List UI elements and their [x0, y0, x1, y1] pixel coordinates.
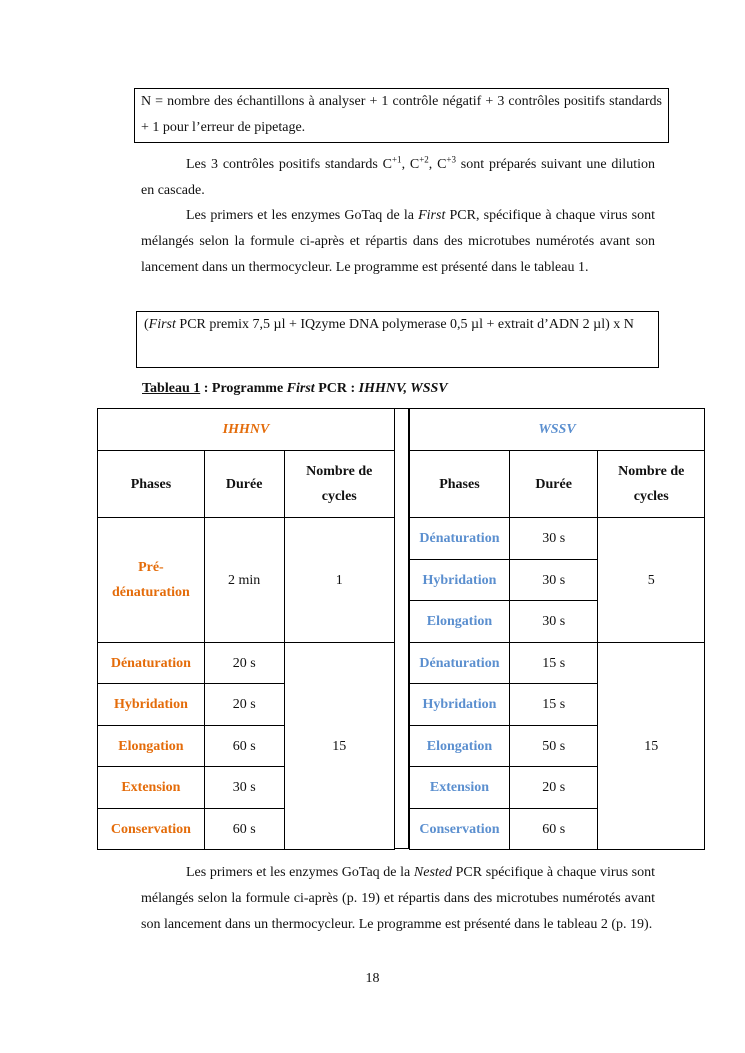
- phase-cell: Extension: [98, 767, 205, 809]
- paragraph-nested-pcr: Les primers et les enzymes GoTaq de la Nested PCR spécifique à chaque virus sont mélangés selon la formule ci-après (p. 19) et répartis dans des microtubes numérotés avant son lancement dans un thermocycleur. Le programme est présenté dans le tableau 2 (p. 19).: [141, 865, 655, 932]
- phase-cell: Hybridation: [410, 684, 510, 726]
- duree-cell: 30 s: [509, 560, 598, 601]
- cycles-cell: 15: [598, 643, 705, 850]
- duree-cell: 50 s: [509, 726, 598, 767]
- phase-cell: Dénaturation: [98, 643, 205, 684]
- col-header-phases: Phases: [98, 451, 205, 518]
- duree-cell: 60 s: [204, 809, 284, 850]
- formula-box-premix: (First PCR premix 7,5 µl + IQzyme DNA polymerase 0,5 µl + extrait d’ADN 2 µl) x N: [136, 311, 659, 368]
- table-caption: Tableau 1 : Programme First PCR : IHHNV, WSSV: [142, 381, 448, 396]
- phase-pre-denaturation: Pré-dénaturation: [98, 518, 205, 643]
- phase-cell: Dénaturation: [410, 643, 510, 684]
- col-header-cycles: Nombre de cycles: [598, 451, 705, 518]
- table-ihhnv: [97, 408, 395, 850]
- duree-cell: 30 s: [204, 767, 284, 809]
- phase-cell: Dénaturation: [410, 518, 510, 560]
- cycles-cell: 15: [284, 643, 395, 850]
- formula-n-text: N = nombre des échantillons à analyser + 1 contrôle négatif + 3 contrôles positifs standards + 1 pour l’erreur de pipetage.: [141, 94, 662, 135]
- duree-cell: 30 s: [509, 518, 598, 560]
- duree-cell: 60 s: [509, 809, 598, 850]
- phase-cell: Conservation: [410, 809, 510, 850]
- phase-cell: Elongation: [410, 601, 510, 643]
- table-wssv: [409, 408, 705, 850]
- duree-cell: 2 min: [204, 518, 284, 643]
- duree-cell: 20 s: [204, 643, 284, 684]
- duree-cell: 30 s: [509, 601, 598, 643]
- phase-cell: Elongation: [410, 726, 510, 767]
- phase-cell: Hybridation: [410, 560, 510, 601]
- cycles-cell: 1: [284, 518, 395, 643]
- duree-cell: 20 s: [509, 767, 598, 809]
- phase-cell: Extension: [410, 767, 510, 809]
- cycles-cell: 5: [598, 518, 705, 643]
- duree-cell: 20 s: [204, 684, 284, 726]
- phase-cell: Elongation: [98, 726, 205, 767]
- col-header-cycles: Nombre de cycles: [284, 451, 395, 518]
- duree-cell: 60 s: [204, 726, 284, 767]
- phase-cell: Conservation: [98, 809, 205, 850]
- paragraph-first-pcr: Les primers et les enzymes GoTaq de la First PCR, spécifique à chaque virus sont mélangés selon la formule ci-après et répartis dans des microtubes numérotés avant son lancement dans un thermocycleur. Le programme est présenté dans le tableau 1.: [141, 208, 655, 275]
- paragraph-controls: Les 3 contrôles positifs standards $C^{+1}$, $C^{+2}$, $C^{+3}$ sont préparés suivant une dilution en cascade.: [141, 154, 655, 198]
- page-number: 18: [365, 971, 380, 986]
- table-separator: [394, 408, 409, 849]
- col-header-duree: Durée: [204, 451, 284, 518]
- duree-cell: 15 s: [509, 684, 598, 726]
- wssv-title: WSSV: [410, 409, 705, 451]
- phase-cell: Hybridation: [98, 684, 205, 726]
- col-header-phases: Phases: [410, 451, 510, 518]
- col-header-duree: Durée: [509, 451, 598, 518]
- duree-cell: 15 s: [509, 643, 598, 684]
- ihhnv-title: IHHNV: [98, 409, 395, 451]
- formula-box-n: [134, 88, 669, 143]
